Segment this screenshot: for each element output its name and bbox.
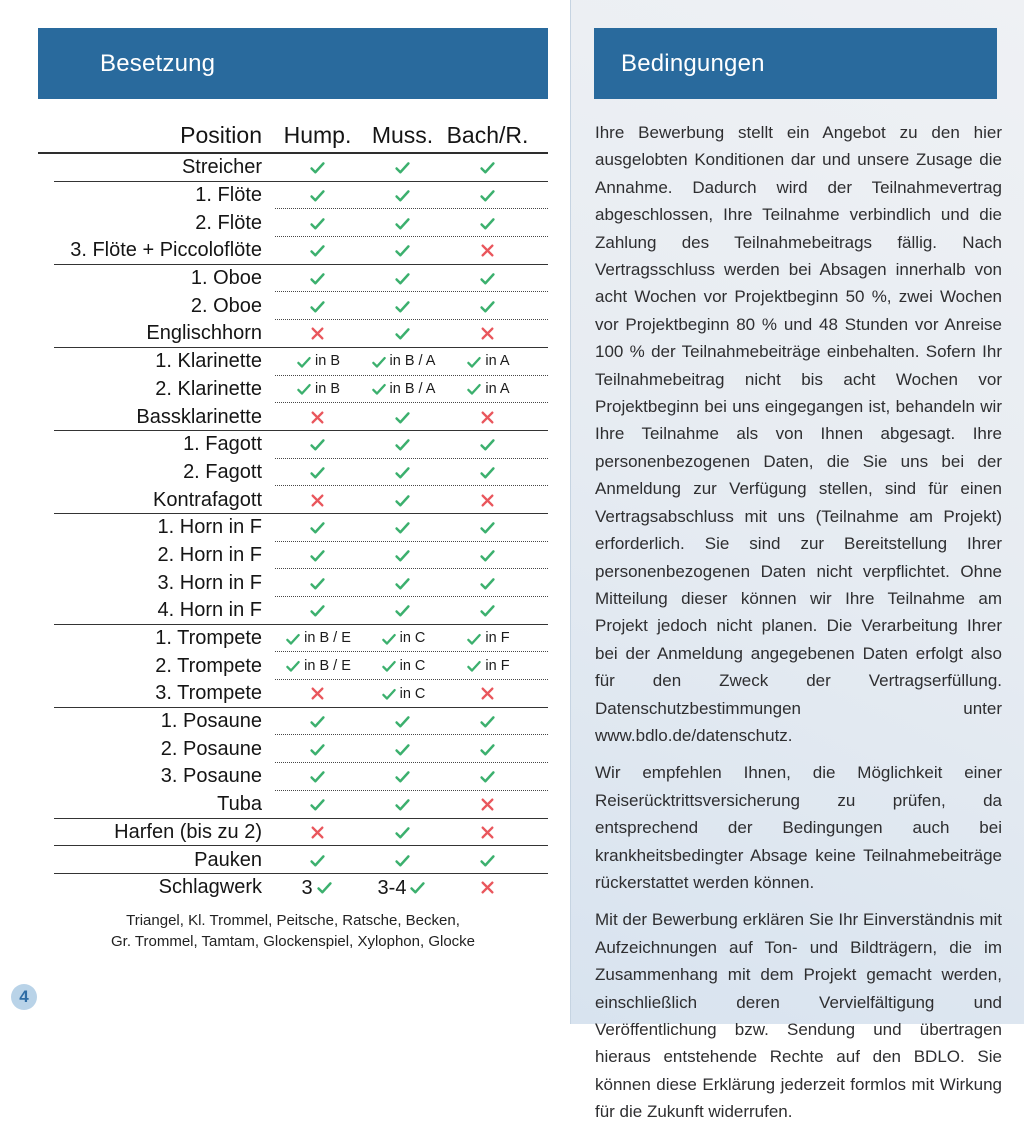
row-cells: [275, 851, 530, 870]
table-cell: [445, 435, 530, 454]
row-label: 2. Trompete: [155, 654, 262, 677]
table-cell: [275, 795, 360, 814]
table-cell: [275, 851, 360, 870]
check-icon: [308, 158, 327, 177]
check-icon: [308, 463, 327, 482]
row-label: Tuba: [217, 793, 262, 816]
check-icon: [370, 353, 388, 371]
table-cell: [445, 186, 530, 205]
table-row: [38, 182, 548, 210]
row-label: Bassklarinette: [136, 405, 262, 428]
table-row: [38, 819, 548, 847]
check-icon: [393, 851, 412, 870]
check-icon: [308, 601, 327, 620]
table-row: [38, 569, 548, 597]
table-cell: [445, 297, 530, 316]
cell-note: in B / E: [304, 630, 351, 647]
row-label: Kontrafagott: [153, 488, 262, 511]
check-icon: [465, 657, 483, 675]
table-cell: [275, 353, 360, 371]
row-label: 3. Flöte + Piccoloflöte: [70, 239, 262, 262]
bedingungen-panel: [570, 0, 1024, 1122]
row-label: 3. Horn in F: [157, 571, 262, 594]
check-icon: [284, 657, 302, 675]
check-icon: [393, 518, 412, 537]
table-row: [38, 209, 548, 237]
table-cell: [360, 186, 445, 205]
cell-note: in C: [399, 657, 426, 674]
table-row: [38, 237, 548, 265]
cross-icon: [309, 824, 326, 841]
cross-icon: [479, 242, 496, 259]
table-cell: [360, 241, 445, 260]
cell-note: in F: [485, 630, 510, 647]
check-icon: [380, 630, 398, 648]
footnote-line-2: Gr. Trommel, Tamtam, Glockenspiel, Xylophon, Glocke: [110, 932, 476, 950]
table-row: [38, 403, 548, 431]
check-icon: [393, 324, 412, 343]
cell-note: in B / A: [389, 353, 436, 370]
check-icon: [478, 712, 497, 731]
row-label: 1. Trompete: [155, 627, 262, 650]
table-cell: [360, 546, 445, 565]
check-icon: [370, 380, 388, 398]
row-cells: [275, 491, 530, 510]
table-row: [38, 376, 548, 404]
table-row: [38, 265, 548, 293]
row-cells: [275, 546, 530, 565]
row-cells: [275, 574, 530, 593]
table-cell: [360, 353, 445, 371]
check-icon: [308, 712, 327, 731]
check-icon: [308, 546, 327, 565]
table-cell: [445, 601, 530, 620]
cross-icon: [479, 824, 496, 841]
row-cells: [275, 324, 530, 343]
row-label: Schlagwerk: [158, 876, 262, 899]
table-cell: [360, 574, 445, 593]
check-icon: [478, 269, 497, 288]
cross-icon: [479, 492, 496, 509]
check-icon: [393, 158, 412, 177]
table-cell: [360, 518, 445, 537]
row-label: 2. Horn in F: [157, 543, 262, 566]
schlagwerk-footnote: [38, 910, 548, 952]
table-cell: [275, 823, 360, 842]
table-cell: [275, 408, 360, 427]
table-cell: [275, 324, 360, 343]
table-cell: [445, 408, 530, 427]
table-cell: [360, 491, 445, 510]
row-cells: [275, 353, 530, 371]
conditions-paragraph-3: Mit der Bewerbung erklären Sie Ihr Einverständnis mit Aufzeichnungen auf Ton- und Bildträgern, die im Zusammenhang mit dem Projekt gemacht werden, einschließlich deren Vervielfältigung und Veröffentlichung bzw. Sendung und übertragen hieraus entstehende Rechte auf den BDLO. Sie können diese Erklärung jederzeit formlos mit Wirkung für die Zukunft widerrufen.: [595, 910, 1002, 1122]
row-label: 1. Oboe: [190, 267, 262, 290]
table-cell: [275, 712, 360, 731]
row-label: 2. Fagott: [183, 460, 262, 483]
row-label: 4. Horn in F: [157, 599, 262, 622]
check-icon: [393, 241, 412, 260]
check-icon: [478, 767, 497, 786]
table-cell: [445, 269, 530, 288]
row-cells: [275, 601, 530, 620]
table-cell: [360, 685, 445, 703]
check-icon: [478, 158, 497, 177]
table-cell: [275, 435, 360, 454]
row-cells: [275, 297, 530, 316]
table-cell: [275, 491, 360, 510]
table-cell: [360, 601, 445, 620]
check-icon: [478, 518, 497, 537]
bedingungen-body: [595, 119, 1002, 1126]
check-icon: [393, 740, 412, 759]
table-cell: [360, 712, 445, 731]
row-label: 2. Oboe: [190, 294, 262, 317]
column-header-bach-r: Bach/R.: [446, 122, 529, 148]
table-cell: [360, 297, 445, 316]
table-cell: [360, 158, 445, 177]
table-cell: [445, 630, 530, 648]
table-cell: [360, 767, 445, 786]
check-icon: [465, 380, 483, 398]
row-label: Pauken: [194, 848, 262, 871]
table-cell: [360, 657, 445, 675]
table-cell: [445, 324, 530, 343]
row-cells: [275, 186, 530, 205]
row-label: Englischhorn: [146, 322, 262, 345]
table-row: [38, 459, 548, 487]
table-cell: [275, 269, 360, 288]
table-cell: [360, 740, 445, 759]
table-cell: [360, 630, 445, 648]
check-icon: [393, 297, 412, 316]
table-row: [38, 708, 548, 736]
row-label: 1. Flöte: [195, 184, 262, 207]
check-icon: [478, 546, 497, 565]
table-cell: [275, 740, 360, 759]
row-label: 1. Fagott: [183, 433, 262, 456]
row-cells: [275, 878, 530, 898]
table-cell: [275, 574, 360, 593]
table-cell: [275, 601, 360, 620]
check-icon: [478, 740, 497, 759]
table-cell: [445, 214, 530, 233]
table-cell: [275, 158, 360, 177]
table-cell: [445, 657, 530, 675]
cross-icon: [309, 409, 326, 426]
check-icon: [393, 574, 412, 593]
row-cells: [275, 241, 530, 260]
cross-icon: [479, 879, 496, 896]
table-cell: [445, 158, 530, 177]
table-cell: [275, 878, 360, 898]
table-cell: [360, 823, 445, 842]
table-cell: [275, 518, 360, 537]
table-row: [38, 486, 548, 514]
check-icon: [393, 463, 412, 482]
table-row: [38, 292, 548, 320]
table-cell: [275, 214, 360, 233]
check-icon: [393, 546, 412, 565]
cell-count: 3-4: [377, 876, 407, 899]
check-icon: [308, 435, 327, 454]
cell-note: in A: [485, 381, 510, 398]
table-cell: [445, 795, 530, 814]
column-header-position: Position: [180, 122, 262, 148]
check-icon: [380, 685, 398, 703]
table-cell: [445, 241, 530, 260]
column-header-muss: Muss.: [371, 122, 434, 148]
check-icon: [465, 630, 483, 648]
table-row: [38, 431, 548, 459]
row-cells: [275, 380, 530, 398]
check-icon: [393, 491, 412, 510]
table-row: [38, 514, 548, 542]
check-icon: [393, 795, 412, 814]
row-label: 1. Horn in F: [157, 516, 262, 539]
check-icon: [465, 353, 483, 371]
cross-icon: [479, 325, 496, 342]
table-row: [38, 735, 548, 763]
cross-icon: [309, 325, 326, 342]
cross-icon: [309, 685, 326, 702]
table-cell: [275, 546, 360, 565]
conditions-paragraph-2: Wir empfehlen Ihnen, die Möglichkeit einer Reiserücktrittsversicherung zu prüfen, da entsprechend der Bedingungen auch bei krankheitsbedingter Absage keine Teilnahmebeiträge rückerstattet werden können.: [595, 763, 1002, 892]
table-cell: [445, 712, 530, 731]
row-cells: [275, 767, 530, 786]
check-icon: [393, 712, 412, 731]
table-header-row: [38, 99, 548, 154]
table-row: [38, 652, 548, 680]
cell-note: in B: [315, 353, 340, 370]
check-icon: [295, 353, 313, 371]
table-row: [38, 348, 548, 376]
table-row: [38, 791, 548, 819]
check-icon: [308, 214, 327, 233]
cell-note: in A: [485, 353, 510, 370]
table-cell: [360, 795, 445, 814]
row-label: Streicher: [181, 156, 262, 179]
bedingungen-header-bar: [594, 28, 997, 99]
table-row: [38, 625, 548, 653]
footnote-line-1: Triangel, Kl. Trommel, Peitsche, Ratsche, Becken,: [126, 911, 460, 929]
row-cells: [275, 712, 530, 731]
table-cell: [445, 574, 530, 593]
table-row: [38, 320, 548, 348]
table-cell: [275, 685, 360, 703]
table-cell: [445, 546, 530, 565]
besetzung-header-bar: [38, 28, 548, 99]
check-icon: [478, 463, 497, 482]
conditions-paragraph-1: Ihre Bewerbung stellt ein Angebot zu den hier ausgelobten Konditionen dar und unsere Zusage die Annahme. Dadurch wird der Teilnahmevertrag abgeschlossen, Ihre Teilnahme verbindlich und die Zahlung des Teilnahmebeitrags fällig. Nach Vertragsschluss werden bei Absagen innerhalb von acht Wochen vor Projektbeginn 50 %, zwei Wochen vor Projektbeginn 80 % und 48 Stunden vor Anreise 100 % der Teilnahmebeiträge einbehalten. Sofern Ihr Teilnahmebeitrag nicht bis acht Wochen vor Projektbeginn bei uns eingegangen ist, behandeln wir Ihre Teilnahme als von Ihnen abgesagt. Ihre personenbezogenen Daten, die Sie uns bei der Anmeldung zur Verfügung stellen, sind für einen Vertragsabschluss mit uns (Teilnahme am Projekt) erforderlich. Sie sind zur Bereitstellung Ihrer personenbezogenen Daten nicht verpflichtet. Ohne Mitteilung dieser können wir Ihre Teilnahme am Projekt jedoch nicht planen. Die Verarbeitung Ihrer bei der Anmeldung angegebenen Daten erfolgt also für den Zweck der Vertragserfüllung. Datenschutzbestimmungen unter www.bdlo.de/datenschutz.: [595, 123, 1002, 745]
check-icon: [380, 657, 398, 675]
table-cell: [445, 851, 530, 870]
check-icon: [478, 435, 497, 454]
row-cells: [275, 795, 530, 814]
table-cell: [360, 214, 445, 233]
row-cells: [275, 740, 530, 759]
check-icon: [393, 408, 412, 427]
check-icon: [393, 823, 412, 842]
check-icon: [308, 186, 327, 205]
row-label: Harfen (bis zu 2): [114, 820, 262, 843]
check-icon: [393, 214, 412, 233]
check-icon: [393, 269, 412, 288]
check-icon: [408, 878, 427, 897]
check-icon: [308, 574, 327, 593]
table-cell: [360, 380, 445, 398]
table-cell: [360, 269, 445, 288]
besetzung-table-rows: [38, 154, 548, 902]
cell-note: in B / A: [389, 381, 436, 398]
table-cell: [275, 297, 360, 316]
table-row: [38, 154, 548, 182]
check-icon: [478, 574, 497, 593]
check-icon: [393, 435, 412, 454]
table-row: [38, 874, 548, 902]
bedingungen-title: Bedingungen: [621, 49, 765, 77]
check-icon: [478, 214, 497, 233]
cell-count: 3: [301, 876, 313, 899]
check-icon: [393, 767, 412, 786]
cross-icon: [479, 685, 496, 702]
table-row: [38, 846, 548, 874]
table-cell: [275, 186, 360, 205]
page-number-badge: [11, 984, 37, 1010]
table-cell: [445, 740, 530, 759]
besetzung-title: Besetzung: [100, 49, 216, 77]
row-label: 2. Klarinette: [155, 377, 262, 400]
check-icon: [308, 767, 327, 786]
check-icon: [308, 241, 327, 260]
table-cell: [445, 353, 530, 371]
row-cells: [275, 685, 530, 703]
table-cell: [445, 685, 530, 703]
check-icon: [315, 878, 334, 897]
table-cell: [360, 463, 445, 482]
table-cell: [360, 435, 445, 454]
check-icon: [478, 851, 497, 870]
check-icon: [478, 186, 497, 205]
check-icon: [308, 518, 327, 537]
table-cell: [445, 380, 530, 398]
check-icon: [478, 297, 497, 316]
table-cell: [445, 463, 530, 482]
table-cell: [445, 823, 530, 842]
cell-note: in B / E: [304, 657, 351, 674]
cell-note: in B: [315, 381, 340, 398]
table-cell: [360, 851, 445, 870]
table-cell: [445, 767, 530, 786]
column-header-hump: Hump.: [283, 122, 352, 148]
cell-note: in C: [399, 685, 426, 702]
row-cells: [275, 657, 530, 675]
row-label: 3. Trompete: [155, 682, 262, 705]
check-icon: [308, 795, 327, 814]
check-icon: [308, 297, 327, 316]
row-cells: [275, 463, 530, 482]
check-icon: [308, 269, 327, 288]
table-cell: [275, 463, 360, 482]
cross-icon: [479, 409, 496, 426]
row-label: 1. Klarinette: [155, 350, 262, 373]
table-row: [38, 680, 548, 708]
check-icon: [284, 630, 302, 648]
row-cells: [275, 823, 530, 842]
table-cell: [275, 380, 360, 398]
table-cell: [445, 518, 530, 537]
row-cells: [275, 158, 530, 177]
row-cells: [275, 214, 530, 233]
check-icon: [308, 740, 327, 759]
table-cell: [275, 241, 360, 260]
table-cell: [360, 878, 445, 898]
check-icon: [478, 601, 497, 620]
table-row: [38, 542, 548, 570]
row-cells: [275, 630, 530, 648]
table-row: [38, 763, 548, 791]
besetzung-panel: [38, 0, 548, 952]
row-label: 2. Posaune: [160, 737, 262, 760]
check-icon: [295, 380, 313, 398]
cell-note: in F: [485, 657, 510, 674]
table-cell: [445, 491, 530, 510]
table-cell: [275, 767, 360, 786]
table-cell: [275, 657, 360, 675]
cross-icon: [309, 492, 326, 509]
table-cell: [360, 408, 445, 427]
page-number: 4: [19, 987, 29, 1006]
row-cells: [275, 518, 530, 537]
row-label: 3. Posaune: [160, 765, 262, 788]
row-cells: [275, 408, 530, 427]
table-row: [38, 597, 548, 625]
table-cell: [445, 878, 530, 898]
table-cell: [360, 324, 445, 343]
check-icon: [308, 851, 327, 870]
cross-icon: [479, 796, 496, 813]
row-cells: [275, 269, 530, 288]
cell-note: in C: [399, 630, 426, 647]
row-label: 1. Posaune: [160, 710, 262, 733]
check-icon: [393, 601, 412, 620]
row-cells: [275, 435, 530, 454]
row-label: 2. Flöte: [195, 211, 262, 234]
check-icon: [393, 186, 412, 205]
table-cell: [275, 630, 360, 648]
